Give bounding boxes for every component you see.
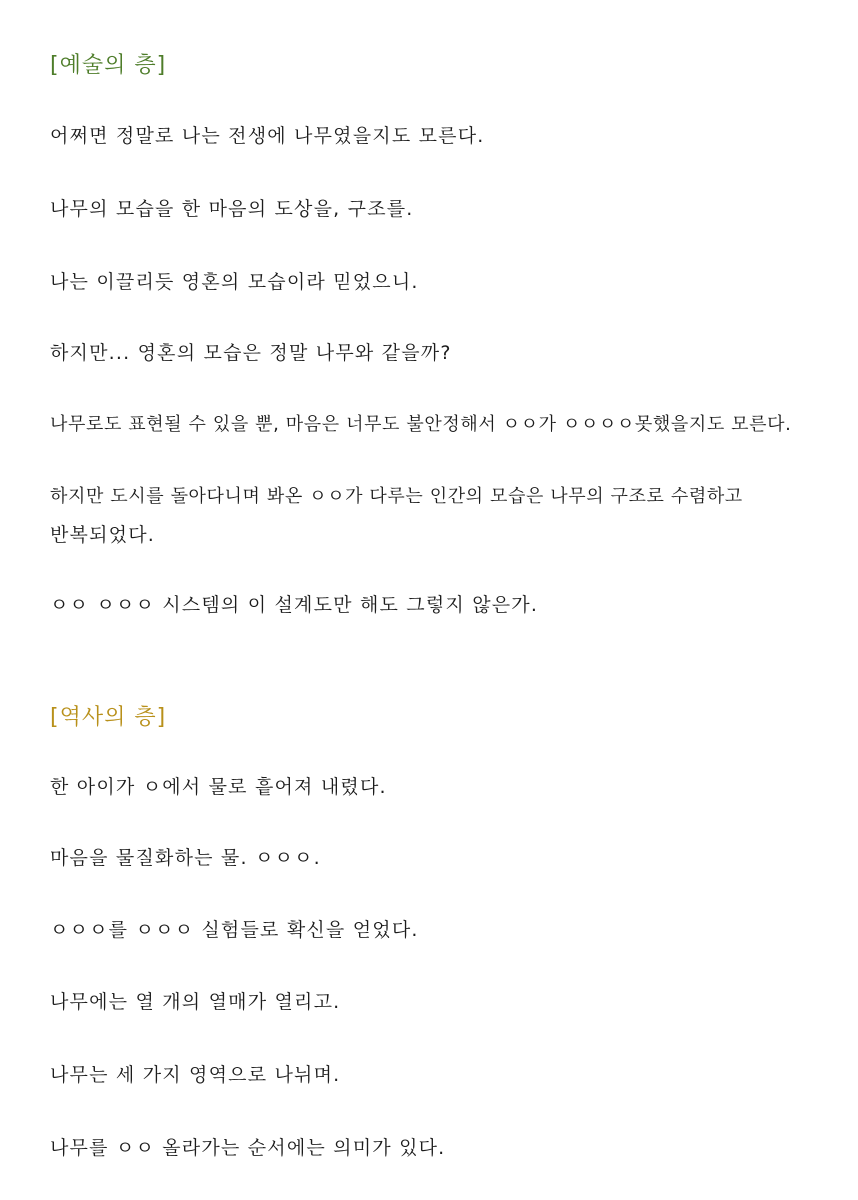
text-line: 어쩌면 정말로 나는 전생에 나무였을지도 모른다. — [50, 125, 485, 147]
text-line: ㅇㅇ ㅇㅇㅇ 시스템의 이 설계도만 해도 그렇지 않은가. — [50, 594, 539, 616]
text-line: 하지만 도시를 돌아다니며 봐온 ㅇㅇ가 다루는 인간의 모습은 나무의 구조로 수렴하고 — [50, 486, 743, 507]
section-heading-art: [예술의 층] — [50, 53, 167, 78]
text-line: 나무로도 표현될 수 있을 뿐, 마음은 너무도 불안정해서 ㅇㅇ가 ㅇㅇㅇㅇ못했을지도 모른다. — [50, 414, 792, 435]
text-line: 나무는 세 가지 영역으로 나뉘며. — [50, 1064, 341, 1086]
text-line: 나무의 모습을 한 마음의 도상을, 구조를. — [50, 198, 414, 220]
text-line: 나는 이끌리듯 영혼의 모습이라 믿었으니. — [50, 271, 419, 293]
text-line: 반복되었다. — [50, 524, 156, 546]
text-line: 나무를 ㅇㅇ 올라가는 순서에는 의미가 있다. — [50, 1137, 446, 1159]
text-line: 하지만... 영혼의 모습은 정말 나무와 같을까? — [50, 342, 452, 364]
text-line: 한 아이가 ㅇ에서 물로 흩어져 내렸다. — [50, 776, 387, 798]
text-line: ㅇㅇㅇ를 ㅇㅇㅇ 실험들로 확신을 얻었다. — [50, 919, 419, 941]
text-line: 나무에는 열 개의 열매가 열리고. — [50, 991, 341, 1013]
section-heading-history: [역사의 층] — [50, 705, 167, 730]
text-line: 마음을 물질화하는 물. ㅇㅇㅇ. — [50, 847, 321, 869]
